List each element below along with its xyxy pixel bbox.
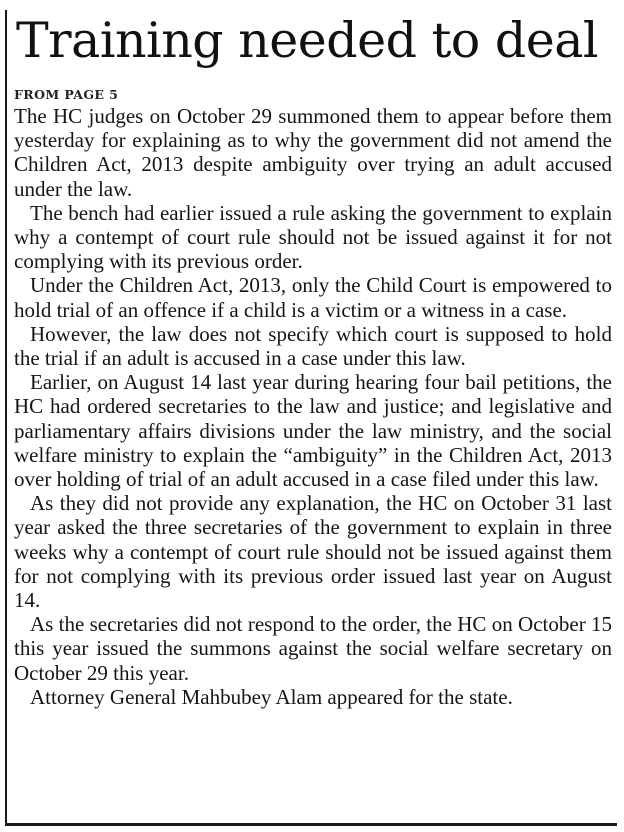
paragraph-2: The bench had earlier issued a rule asking the government to explain why a contempt of court rule should not be issued against it for not complying with its previous order. <box>14 200 612 274</box>
left-column-rule <box>5 10 7 826</box>
paragraph-3: Under the Children Act, 2013, only the Child Court is empowered to hold trial of an offence if a child is a victim or a witness in a case. <box>14 273 612 322</box>
paragraph-4: However, the law does not specify which court is supposed to hold the trial if an adult is accused in a case under this law. <box>14 321 612 371</box>
paragraph-8: Attorney General Mahbubey Alam appeared for the state. <box>30 684 513 709</box>
continuation-label: FROM PAGE 5 <box>14 87 119 102</box>
paragraph-1: The HC judges on October 29 summoned them to appear before them yesterday for explaining as to why the government did not amend the Children Act, 2013 despite ambiguity over trying an adult accused under the law. <box>14 104 612 201</box>
bottom-rule <box>5 823 617 826</box>
headline: Training needed to deal <box>16 12 599 69</box>
paragraph-5: Earlier, on August 14 last year during hearing four bail petitions, the HC had ordered secretaries to the law and justice; and legislative and parliamentary affairs divisions under the law ministry, and the social welfare ministry to explain the “ambiguity” in the Children Act, 2013 over holding of trial of an adult accused in a case filed under this law. <box>14 370 612 492</box>
article-body <box>14 86 612 709</box>
paragraph-7: As the secretaries did not respond to the order, the HC on October 15 this year issued the summons against the social welfare secretary on October 29 this year. <box>14 612 612 685</box>
paragraph-6: As they did not provide any explanation, the HC on October 31 last year asked the three secretaries of the government to explain in three weeks why a contempt of court rule should not be issued against them for not complying with its previous order issued last year on August 14. <box>14 491 612 613</box>
